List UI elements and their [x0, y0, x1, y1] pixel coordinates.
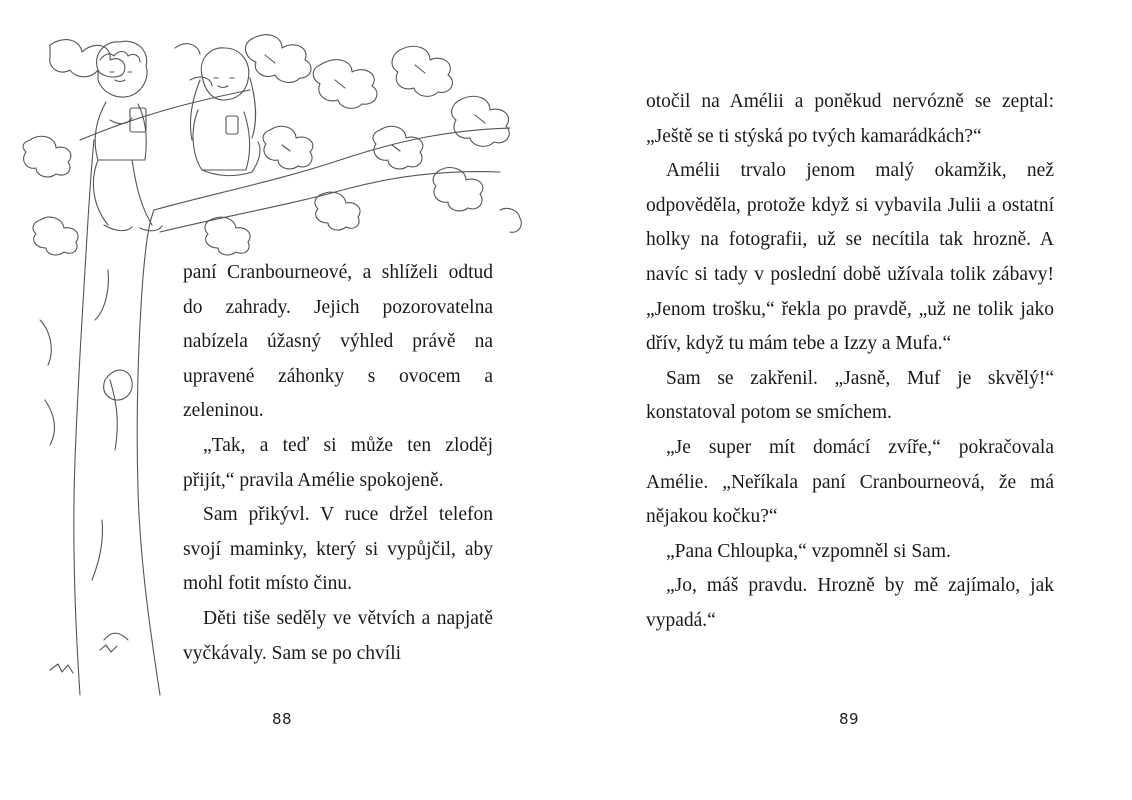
girl-figure: [190, 48, 260, 176]
page-number: 88: [272, 710, 293, 728]
paragraph: paní Cranbourneové, a shlíželi odtud do zahrady. Jejich pozorovatelna nabízela úžasný výhled právě na upravené záhonky s ovocem a zeleninou.: [183, 262, 493, 422]
paragraph: „Pana Chloupka,“ vzpomněl si Sam.: [666, 540, 951, 562]
paragraph: otočil na Amélii a poněkud nervózně se zeptal: „Ještě se ti stýská po tvých kamarádkách?“: [646, 91, 1054, 147]
paragraph: Děti tiše seděly ve větvích a napjatě vyčkávaly. Sam se po chvíli: [183, 607, 493, 664]
right-page-text: [646, 85, 1054, 639]
paragraph: „Je super mít domácí zvíře,“ pokračovala Amélie. „Neříkala paní Cranbourneová, že má nějakou kočku?“: [646, 436, 1054, 528]
paragraph: „Jo, máš pravdu. Hrozně by mě zajímalo, jak vypadá.“: [646, 575, 1054, 631]
paragraph: „Tak, a teď si může ten zloděj přijít,“ pravila Amélie spokojeně.: [183, 434, 493, 491]
left-page-text: [183, 256, 493, 671]
paragraph: Sam přikývl. V ruce držel telefon svojí maminky, který si vypůjčil, aby mohl fotit místo činu.: [183, 504, 493, 595]
paragraph: Sam se zakřenil. „Jasně, Muf je skvělý!“ konstatoval potom se smíchem.: [646, 367, 1054, 424]
tree-trunk: [74, 140, 94, 695]
paragraph: Amélii trvalo jenom malý okamžik, než odpověděla, protože když si vybavila Julii a ostatní holky na fotografii, už se necítila tak hrozně. A navíc si tady v poslední době užívala tolik zábavy! „Jenom trošku,“ řekla po pravdě, „už ne tolik jako dřív, když tu mám tebe a Izzy a Mufa.“: [646, 160, 1054, 355]
page-number: 89: [839, 710, 860, 728]
boy-figure: [93, 41, 162, 231]
tree-knot: [104, 370, 133, 400]
right-page: [566, 0, 1132, 800]
